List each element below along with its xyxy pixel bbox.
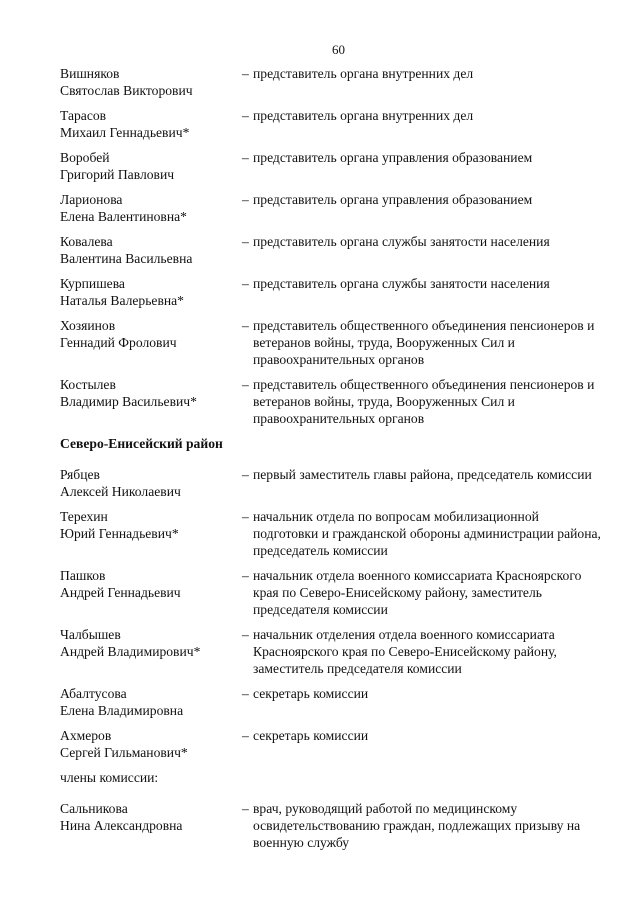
- dash: –: [242, 192, 249, 207]
- person-name: [60, 149, 242, 183]
- given-names: Елена Валентиновна*: [60, 209, 187, 224]
- role-text: представитель общественного объединения пенсионеров и ветеранов войны, труда, Вооруженных Сил и правоохранительных органов: [253, 318, 595, 367]
- person-role: [242, 65, 605, 99]
- list-item: [60, 275, 605, 309]
- list-item: [60, 800, 605, 851]
- role-text: представитель органа управления образованием: [253, 150, 533, 165]
- person-role: [242, 233, 605, 267]
- dash: –: [242, 467, 249, 482]
- given-names: Юрий Геннадьевич*: [60, 526, 179, 541]
- person-name: [60, 626, 242, 677]
- person-role: [242, 685, 605, 719]
- given-names: Сергей Гильманович*: [60, 745, 188, 760]
- dash: –: [242, 627, 249, 642]
- list-item: [60, 233, 605, 267]
- given-names: Михаил Геннадьевич*: [60, 125, 190, 140]
- given-names: Андрей Геннадьевич: [60, 585, 181, 600]
- list-item: [60, 191, 605, 225]
- person-role: [242, 149, 605, 183]
- person-role: [242, 107, 605, 141]
- given-names: Владимир Васильевич*: [60, 394, 197, 409]
- role-text: начальник отдела по вопросам мобилизационной подготовки и гражданской обороны администрации района, председатель комиссии: [253, 509, 601, 558]
- person-name: [60, 233, 242, 267]
- dash: –: [242, 568, 249, 583]
- surname: Пашков: [60, 568, 106, 583]
- surname: Сальникова: [60, 801, 128, 816]
- person-name: [60, 275, 242, 309]
- given-names: Геннадий Фролович: [60, 335, 177, 350]
- role-text: представитель органа внутренних дел: [253, 66, 474, 81]
- person-name: [60, 376, 242, 427]
- list-item: [60, 65, 605, 99]
- dash: –: [242, 150, 249, 165]
- dash: –: [242, 509, 249, 524]
- person-role: [242, 626, 605, 677]
- surname: Хозяинов: [60, 318, 116, 333]
- given-names: Елена Владимировна: [60, 703, 184, 718]
- person-role: [242, 567, 605, 618]
- role-text: представитель органа службы занятости населения: [253, 276, 550, 291]
- person-name: [60, 508, 242, 559]
- role-text: представитель органа внутренних дел: [253, 108, 474, 123]
- list-item: [60, 466, 605, 500]
- dash: –: [242, 108, 249, 123]
- surname: Воробей: [60, 150, 110, 165]
- person-role: [242, 317, 605, 368]
- person-role: [242, 800, 605, 851]
- list-item: [60, 685, 605, 719]
- dash: –: [242, 686, 249, 701]
- list-item: [60, 317, 605, 368]
- person-role: [242, 275, 605, 309]
- document-body: [60, 65, 605, 859]
- person-role: [242, 466, 605, 500]
- list-item: [60, 508, 605, 559]
- given-names: Наталья Валерьевна*: [60, 293, 184, 308]
- given-names: Андрей Владимирович*: [60, 644, 201, 659]
- list-item: [60, 376, 605, 427]
- dash: –: [242, 728, 249, 743]
- role-text: представитель органа службы занятости населения: [253, 234, 550, 249]
- given-names: Валентина Васильевна: [60, 251, 193, 266]
- dash: –: [242, 377, 249, 392]
- role-text: начальник отделения отдела военного комиссариата Красноярского края по Северо-Енисейскому району, заместитель председателя комиссии: [253, 627, 557, 676]
- role-text: секретарь комиссии: [253, 686, 369, 701]
- dash: –: [242, 276, 249, 291]
- person-name: [60, 685, 242, 719]
- person-name: [60, 466, 242, 500]
- surname: Рябцев: [60, 467, 100, 482]
- section-title: Северо-Енисейский район: [60, 436, 223, 451]
- surname: Ларионова: [60, 192, 123, 207]
- given-names: Святослав Викторович: [60, 83, 193, 98]
- members-label: члены комиссии:: [60, 770, 159, 785]
- list-item: [60, 149, 605, 183]
- dash: –: [242, 234, 249, 249]
- person-name: [60, 191, 242, 225]
- role-text: начальник отдела военного комиссариата Красноярского края по Северо-Енисейскому району, заместитель председателя комиссии: [253, 568, 582, 617]
- list-item: [60, 107, 605, 141]
- person-name: [60, 65, 242, 99]
- surname: Абалтусова: [60, 686, 127, 701]
- given-names: Нина Александровна: [60, 818, 183, 833]
- list-item: [60, 567, 605, 618]
- person-name: [60, 317, 242, 368]
- role-text: представитель органа управления образованием: [253, 192, 533, 207]
- surname: Чалбышев: [60, 627, 121, 642]
- role-text: первый заместитель главы района, председатель комиссии: [253, 467, 592, 482]
- member-list: [60, 65, 605, 427]
- role-text: представитель общественного объединения пенсионеров и ветеранов войны, труда, Вооруженных Сил и правоохранительных органов: [253, 377, 595, 426]
- person-name: [60, 107, 242, 141]
- surname: Вишняков: [60, 66, 120, 81]
- surname: Ахмеров: [60, 728, 112, 743]
- surname: Тарасов: [60, 108, 107, 123]
- role-text: врач, руководящий работой по медицинскому освидетельствованию граждан, подлежащих призыву на военную службу: [253, 801, 581, 850]
- person-role: [242, 508, 605, 559]
- given-names: Григорий Павлович: [60, 167, 175, 182]
- dash: –: [242, 318, 249, 333]
- dash: –: [242, 801, 249, 816]
- surname: Терехин: [60, 509, 108, 524]
- person-name: [60, 800, 242, 851]
- dash: –: [242, 66, 249, 81]
- person-role: [242, 376, 605, 427]
- surname: Курпишева: [60, 276, 125, 291]
- surname: Ковалева: [60, 234, 113, 249]
- member-list: [60, 466, 605, 761]
- given-names: Алексей Николаевич: [60, 484, 181, 499]
- person-role: [242, 727, 605, 761]
- person-role: [242, 191, 605, 225]
- person-name: [60, 727, 242, 761]
- member-list: [60, 800, 605, 851]
- list-item: [60, 626, 605, 677]
- role-text: секретарь комиссии: [253, 728, 369, 743]
- person-name: [60, 567, 242, 618]
- list-item: [60, 727, 605, 761]
- surname: Костылев: [60, 377, 116, 392]
- page-number: 60: [332, 42, 345, 57]
